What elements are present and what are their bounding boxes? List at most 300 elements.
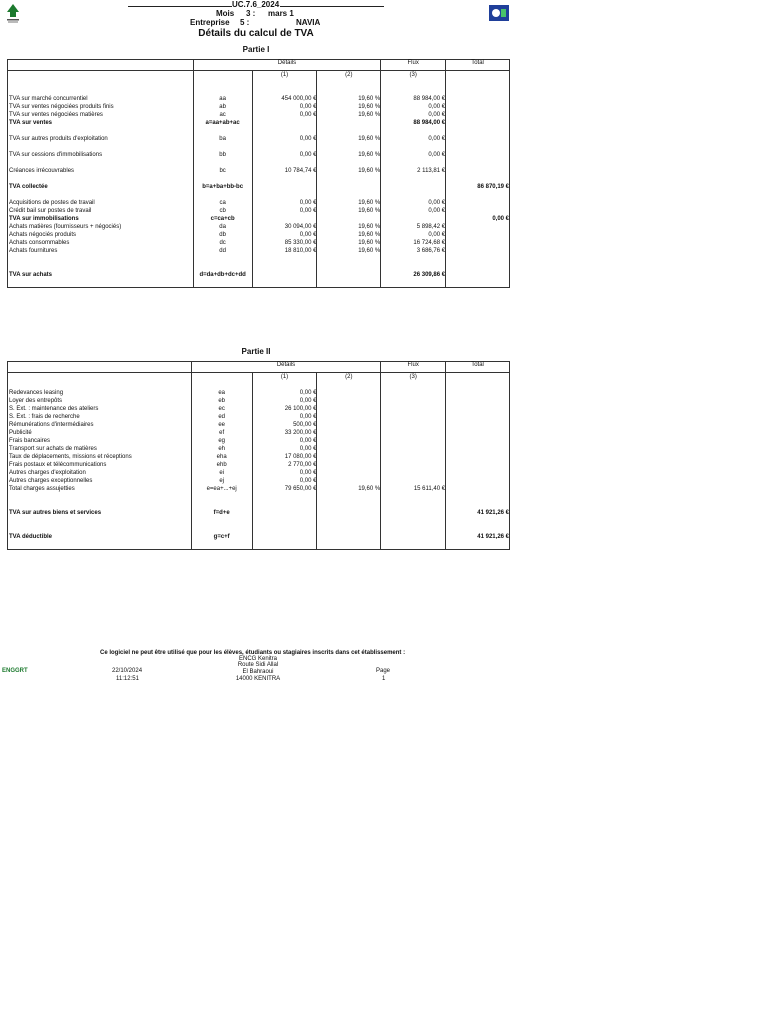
part2-row-v1: 0,00 € xyxy=(299,390,317,396)
part1-row-tot xyxy=(446,231,509,239)
part2-col3 xyxy=(381,373,446,550)
part1-row-tot xyxy=(446,191,509,199)
part2-row-tot xyxy=(446,405,509,413)
part1-row-v2: 19,60 % xyxy=(358,208,381,214)
part2-row-code: e=ea+...+ej xyxy=(206,486,237,492)
part1-row-v2: 19,60 % xyxy=(358,168,381,174)
part1-row-label xyxy=(9,159,193,167)
part1-row-code xyxy=(194,175,252,183)
part1-row-v2 xyxy=(317,279,380,287)
part2-row-v1 xyxy=(253,533,317,541)
entreprise-value: NAVIA xyxy=(296,18,321,27)
part1-row-label: TVA collectée xyxy=(9,184,48,190)
part2-row-v1: 0,00 € xyxy=(299,478,317,484)
part1-row-v2: 19,60 % xyxy=(358,112,381,118)
part2-row-v3: 15 611,40 € xyxy=(413,486,446,492)
part1-row-tot xyxy=(446,199,509,207)
school-logo xyxy=(4,2,22,24)
part1-row-tot xyxy=(446,103,509,111)
part2-row-label: S. Ext. : frais de recherche xyxy=(9,414,80,420)
address-line-2: Route Sidi Allal xyxy=(237,662,279,668)
part1-row-v1 xyxy=(253,255,317,263)
part1-row-v3: 0,00 € xyxy=(428,112,446,118)
part2-row-v3 xyxy=(381,453,445,461)
part2-row-v2 xyxy=(317,517,380,525)
part2-row-label: Total charges assujetties xyxy=(9,486,75,492)
part1-row-v2 xyxy=(317,143,380,151)
part1-row-label: Crédit bail sur postes de travail xyxy=(9,208,92,214)
part2-row-v1: 0,00 € xyxy=(299,414,317,420)
part2-row-code: ea xyxy=(218,390,225,396)
part1-row-label: Achats fournitures xyxy=(9,248,58,254)
part2-row-v1: 33 200,00 € xyxy=(284,430,317,436)
part2-row-label xyxy=(9,517,191,525)
part1-row-tot: 0,00 € xyxy=(492,216,509,222)
part2-row-v1: 0,00 € xyxy=(299,398,317,404)
part1-row-v1 xyxy=(253,143,317,151)
part1-row-label xyxy=(9,255,193,263)
part2-body-row xyxy=(8,373,510,550)
part2-row-tot xyxy=(446,541,509,549)
part1-row-label xyxy=(9,143,193,151)
part1-row-v3: 16 724,68 € xyxy=(413,240,446,246)
part1-row-label: TVA sur ventes négociées matières xyxy=(9,112,103,118)
part2-row-tot xyxy=(446,453,509,461)
address-line-4: 14000 KENITRA xyxy=(235,676,281,682)
part2-row-code: ee xyxy=(218,422,225,428)
col3-header: (3) xyxy=(409,374,417,380)
part2-row-v1: 0,00 € xyxy=(299,438,317,444)
part2-row-v2 xyxy=(317,405,380,413)
part1-row-code xyxy=(194,255,252,263)
part2-row-label xyxy=(9,541,191,549)
part2-codes xyxy=(191,373,252,550)
part1-row-code xyxy=(194,279,252,287)
part1-row-v2: 19,60 % xyxy=(358,224,381,230)
part1-row-v2 xyxy=(317,87,380,95)
part2-row-tot: 41 921,26 € xyxy=(477,534,509,540)
part2-row-label xyxy=(9,501,191,509)
part1-row-v3 xyxy=(381,143,445,151)
part1-row-code: bb xyxy=(219,152,226,158)
part2-row-v3 xyxy=(381,413,445,421)
part2-row-v1 xyxy=(253,541,317,549)
part2-header-row xyxy=(8,362,510,373)
part1-row-code: dd xyxy=(219,248,226,254)
part1-row-v1 xyxy=(253,127,317,135)
part1-row-label xyxy=(9,127,193,135)
part2-row-v3 xyxy=(381,405,445,413)
part2-row-v3 xyxy=(381,501,445,509)
part1-row-label: TVA sur marché concurrentiel xyxy=(9,96,88,102)
part1-row-v3 xyxy=(381,255,445,263)
part1-row-code: b=a+ba+bb-bc xyxy=(202,184,244,190)
part1-row-v2 xyxy=(317,175,380,183)
header-flux: Flux xyxy=(381,362,446,373)
part2-row-code: ed xyxy=(218,414,225,420)
part2-row-v1 xyxy=(253,509,317,517)
part1-row-v1 xyxy=(253,215,317,223)
part1-row-code: d=da+db+dc+dd xyxy=(199,272,246,278)
part2-row-tot xyxy=(446,461,509,469)
part2-row-tot xyxy=(446,517,509,525)
document-code: UC.7.6_2024 xyxy=(232,0,280,9)
part2-row-v3 xyxy=(381,509,445,517)
part2-row-code xyxy=(192,381,252,389)
software-logo xyxy=(488,4,510,22)
part1-header-row xyxy=(8,60,510,71)
part2-row-v3 xyxy=(381,525,445,533)
part1-row-tot xyxy=(446,79,509,87)
part1-row-tot xyxy=(446,255,509,263)
part2-row-tot xyxy=(446,525,509,533)
part2-row-code: ef xyxy=(219,430,225,436)
part2-row-v1 xyxy=(253,501,317,509)
part2-row-code: ei xyxy=(219,470,224,476)
part2-row-code: eg xyxy=(218,438,225,444)
part1-row-tot xyxy=(446,271,509,279)
part2-row-tot xyxy=(446,413,509,421)
col2-header: (2) xyxy=(345,374,353,380)
part2-row-label: Taux de déplacements, missions et réceptions xyxy=(9,454,132,460)
part1-row-label xyxy=(9,175,193,183)
part1-row-label: Achats négociés produits xyxy=(9,232,77,238)
part1-row-code xyxy=(194,127,252,135)
part2-row-v3 xyxy=(381,533,445,541)
part2-row-v3 xyxy=(381,389,445,397)
part2-row-label: Rémunérations d'intermédiaires xyxy=(9,422,94,428)
part2-row-code xyxy=(192,501,252,509)
part2-row-code xyxy=(192,525,252,533)
part2-row-label: TVA déductible xyxy=(9,534,53,540)
part1-row-code: c=ca+cb xyxy=(210,216,235,222)
part1-col3 xyxy=(381,71,446,288)
part1-row-v1: 0,00 € xyxy=(299,104,317,110)
col1-header: (1) xyxy=(280,72,289,78)
part2-row-tot xyxy=(446,445,509,453)
part2-row-v2 xyxy=(317,525,380,533)
part1-row-tot xyxy=(446,127,509,135)
part1-col2 xyxy=(317,71,381,288)
part1-row-v3: 0,00 € xyxy=(428,136,446,142)
part2-row-v2 xyxy=(317,509,380,517)
part1-row-tot xyxy=(446,119,509,127)
part1-col1 xyxy=(252,71,317,288)
header-details: Détails xyxy=(191,362,381,373)
part1-row-tot xyxy=(446,135,509,143)
page-title: Détails du calcul de TVA xyxy=(198,28,314,39)
part1-row-v3: 2 113,81 € xyxy=(417,168,446,174)
part1-row-tot xyxy=(446,247,509,255)
part1-row-v1 xyxy=(253,279,317,287)
part1-row-tot xyxy=(446,95,509,103)
part2-row-tot xyxy=(446,381,509,389)
part1-row-label: TVA sur cessions d'immobilisations xyxy=(9,152,103,158)
part1-row-tot xyxy=(446,239,509,247)
part2-row-tot xyxy=(446,437,509,445)
part1-row-v1: 0,00 € xyxy=(299,232,317,238)
part1-row-code xyxy=(194,87,252,95)
part2-row-tot xyxy=(446,397,509,405)
part1-row-v1: 30 094,00 € xyxy=(284,224,317,230)
part1-row-code: ba xyxy=(219,136,226,142)
part1-row-v2 xyxy=(317,159,380,167)
part1-row-v1 xyxy=(253,191,317,199)
part2-row-v2 xyxy=(317,421,380,429)
part1-row-label xyxy=(9,279,193,287)
part1-row-code: da xyxy=(219,224,226,230)
part2-row-code: ec xyxy=(218,406,225,412)
part2-row-v1 xyxy=(253,525,317,533)
address-line-1: ENCG Kenitra xyxy=(238,656,277,662)
part1-row-label: TVA sur immobilisations xyxy=(9,216,79,222)
address-line-3: El Bahraoui xyxy=(242,669,274,675)
part1-row-v2: 19,60 % xyxy=(358,232,381,238)
part2-row-code: f=d+e xyxy=(213,510,230,516)
part2-row-code xyxy=(192,517,252,525)
part2-row-label: Frais bancaires xyxy=(9,438,51,444)
part1-row-v3 xyxy=(381,215,445,223)
part2-row-tot xyxy=(446,485,509,493)
part1-row-v3 xyxy=(381,127,445,135)
part2-row-v1: 26 100,00 € xyxy=(284,406,317,412)
part1-row-v3: 0,00 € xyxy=(428,232,446,238)
page-number: 1 xyxy=(382,676,386,682)
part2-row-v2 xyxy=(317,501,380,509)
part2-title: Partie II xyxy=(241,347,271,356)
header-details: Détails xyxy=(193,60,381,71)
part1-row-v1: 0,00 € xyxy=(299,152,317,158)
part1-row-code xyxy=(194,79,252,87)
part2-row-label xyxy=(9,493,191,501)
part2-row-label: TVA sur autres biens et services xyxy=(9,510,102,516)
part1-row-code: dc xyxy=(219,240,226,246)
part1-row-tot xyxy=(446,167,509,175)
part2-row-v3 xyxy=(381,461,445,469)
part1-row-label xyxy=(9,79,193,87)
part1-row-code xyxy=(194,191,252,199)
part1-row-v3: 88 984,00 € xyxy=(413,120,446,126)
part2-row-code xyxy=(192,541,252,549)
part2-row-tot xyxy=(446,493,509,501)
part1-row-v3: 26 309,86 € xyxy=(413,272,446,278)
part1-row-v2: 19,60 % xyxy=(358,152,381,158)
part2-row-v1 xyxy=(253,381,317,389)
part2-table xyxy=(7,361,510,550)
part2-row-tot xyxy=(446,477,509,485)
part2-row-v2 xyxy=(317,541,380,549)
header-total: Total xyxy=(446,60,510,71)
part2-row-label: Autres charges exceptionnelles xyxy=(9,478,93,484)
part2-row-v3 xyxy=(381,437,445,445)
page-label: Page xyxy=(376,668,391,674)
part1-title: Partie I xyxy=(242,45,270,54)
part1-row-tot xyxy=(446,263,509,271)
part2-row-v2 xyxy=(317,389,380,397)
part1-row-label xyxy=(9,263,193,271)
part2-row-code: ehb xyxy=(216,462,227,468)
part1-row-v1: 10 784,74 € xyxy=(284,168,317,174)
part1-row-label: TVA sur autres produits d'exploitation xyxy=(9,136,108,142)
header-blank xyxy=(8,60,194,71)
part2-row-label: Autres charges d'exploitation xyxy=(9,470,86,476)
part2-row-tot xyxy=(446,389,509,397)
part1-row-v3 xyxy=(381,263,445,271)
part2-total xyxy=(446,373,510,550)
part1-total xyxy=(446,71,510,288)
col2-header: (2) xyxy=(345,72,353,78)
part2-row-tot xyxy=(446,469,509,477)
part1-row-code xyxy=(194,159,252,167)
part1-row-v1 xyxy=(253,183,317,191)
part1-row-code: db xyxy=(219,232,226,238)
part2-row-v2 xyxy=(317,477,380,485)
part1-row-v1: 0,00 € xyxy=(299,112,317,118)
mois-label: Mois xyxy=(216,9,235,18)
part1-row-v1: 0,00 € xyxy=(299,200,317,206)
part1-row-label: TVA sur achats xyxy=(9,272,53,278)
part2-row-v2 xyxy=(317,445,380,453)
part2-row-code: ej xyxy=(219,478,224,484)
part2-row-v3 xyxy=(381,469,445,477)
print-date: 22/10/2024 xyxy=(112,668,143,674)
part1-row-v2: 19,60 % xyxy=(358,96,381,102)
part1-row-tot xyxy=(446,143,509,151)
part1-row-v3: 0,00 € xyxy=(428,152,446,158)
part1-row-tot: 86 870,19 € xyxy=(477,184,509,190)
part2-row-v2 xyxy=(317,469,380,477)
part1-row-label: Achats matières (fournisseurs + négociés) xyxy=(9,224,122,230)
part1-row-v1: 18 810,00 € xyxy=(284,248,317,254)
part2-row-v3 xyxy=(381,477,445,485)
part1-row-v2 xyxy=(317,191,380,199)
part1-table xyxy=(7,59,510,288)
part2-row-v3 xyxy=(381,381,445,389)
part2-row-v2 xyxy=(317,493,380,501)
part2-row-v3 xyxy=(381,397,445,405)
part1-row-v1: 0,00 € xyxy=(299,208,317,214)
part1-row-v1 xyxy=(253,175,317,183)
part1-row-code xyxy=(194,263,252,271)
part1-row-v2 xyxy=(317,183,380,191)
part1-row-v3 xyxy=(381,191,445,199)
part1-row-v2 xyxy=(317,215,380,223)
part1-codes xyxy=(193,71,252,288)
part2-row-tot: 41 921,26 € xyxy=(477,510,509,516)
part2-row-v2 xyxy=(317,429,380,437)
part2-row-v2 xyxy=(317,381,380,389)
part1-row-v2 xyxy=(317,79,380,87)
part1-row-code: ca xyxy=(219,200,226,206)
part1-row-tot xyxy=(446,151,509,159)
part1-row-v1 xyxy=(253,119,317,127)
part2-row-label: Publicité xyxy=(9,430,32,436)
part1-row-v2: 19,60 % xyxy=(358,248,381,254)
part2-row-code: eb xyxy=(218,398,225,404)
header-blank xyxy=(8,362,192,373)
part1-row-code: a=aa+ab+ac xyxy=(205,120,240,126)
col3-header: (3) xyxy=(409,72,417,78)
part1-row-label: Acquisitions de postes de travail xyxy=(9,200,95,206)
part2-row-v2 xyxy=(317,461,380,469)
part1-row-code: aa xyxy=(219,96,226,102)
part1-row-v2 xyxy=(317,255,380,263)
part2-row-v1: 0,00 € xyxy=(299,446,317,452)
part2-row-v1: 79 650,00 € xyxy=(284,486,317,492)
header-flux: Flux xyxy=(381,60,446,71)
print-time: 11:12:51 xyxy=(116,676,139,682)
part2-row-tot xyxy=(446,501,509,509)
part1-row-v1 xyxy=(253,79,317,87)
part1-labels xyxy=(8,71,194,288)
part2-row-v1 xyxy=(253,517,317,525)
part2-col2 xyxy=(317,373,381,550)
part2-row-v1 xyxy=(253,493,317,501)
part1-row-v3: 5 898,42 € xyxy=(416,224,446,230)
entreprise-label: Entreprise xyxy=(190,18,230,27)
part1-row-tot xyxy=(446,175,509,183)
part1-row-tot xyxy=(446,223,509,231)
part2-row-code: eh xyxy=(218,446,225,452)
part1-row-v3 xyxy=(381,87,445,95)
part1-row-label xyxy=(9,191,193,199)
part2-row-v1: 0,00 € xyxy=(299,470,317,476)
brand-label: ENGGRT xyxy=(2,668,28,674)
part1-row-v3 xyxy=(381,79,445,87)
part1-row-v2 xyxy=(317,127,380,135)
part2-row-label: Redevances leasing xyxy=(9,390,64,396)
part1-row-v3 xyxy=(381,183,445,191)
part2-row-v1: 2 770,00 € xyxy=(288,462,317,468)
part1-row-v3 xyxy=(381,175,445,183)
part1-row-v1 xyxy=(253,271,317,279)
part1-row-label: Créances irrécouvrables xyxy=(9,168,75,174)
part1-row-v2: 19,60 % xyxy=(358,104,381,110)
col1-header: (1) xyxy=(280,374,289,380)
part1-row-v1: 0,00 € xyxy=(299,136,317,142)
mois-value: mars 1 xyxy=(268,9,294,18)
part1-row-v1 xyxy=(253,87,317,95)
part2-row-label: Frais postaux et télécommunications xyxy=(9,462,107,468)
part1-row-code: bc xyxy=(219,168,226,174)
part1-row-label xyxy=(9,87,193,95)
part1-row-label: TVA sur ventes xyxy=(9,120,53,126)
part2-row-v2 xyxy=(317,413,380,421)
part2-row-label xyxy=(9,381,191,389)
part1-row-v1: 85 330,00 € xyxy=(284,240,317,246)
part1-row-v2 xyxy=(317,119,380,127)
part1-row-tot xyxy=(446,87,509,95)
part2-row-v3 xyxy=(381,421,445,429)
part2-row-label: S. Ext. : maintenance des ateliers xyxy=(9,406,99,412)
part2-row-v2 xyxy=(317,533,380,541)
part2-row-label: Transport sur achats de matières xyxy=(9,446,97,452)
part1-row-tot xyxy=(446,111,509,119)
part1-row-tot xyxy=(446,207,509,215)
header-rule-left xyxy=(128,6,232,7)
part1-row-label: TVA sur ventes négociées produits finis xyxy=(9,104,114,110)
part2-row-v2 xyxy=(317,397,380,405)
part1-row-v3: 0,00 € xyxy=(428,200,446,206)
part2-row-v2 xyxy=(317,453,380,461)
part1-row-v1: 454 000,00 € xyxy=(281,96,317,102)
part1-row-v2: 19,60 % xyxy=(358,200,381,206)
part1-row-v2 xyxy=(317,263,380,271)
part1-row-tot xyxy=(446,159,509,167)
header-total: Total xyxy=(446,362,510,373)
part2-row-v1: 500,00 € xyxy=(293,422,317,428)
part2-col1 xyxy=(252,373,317,550)
